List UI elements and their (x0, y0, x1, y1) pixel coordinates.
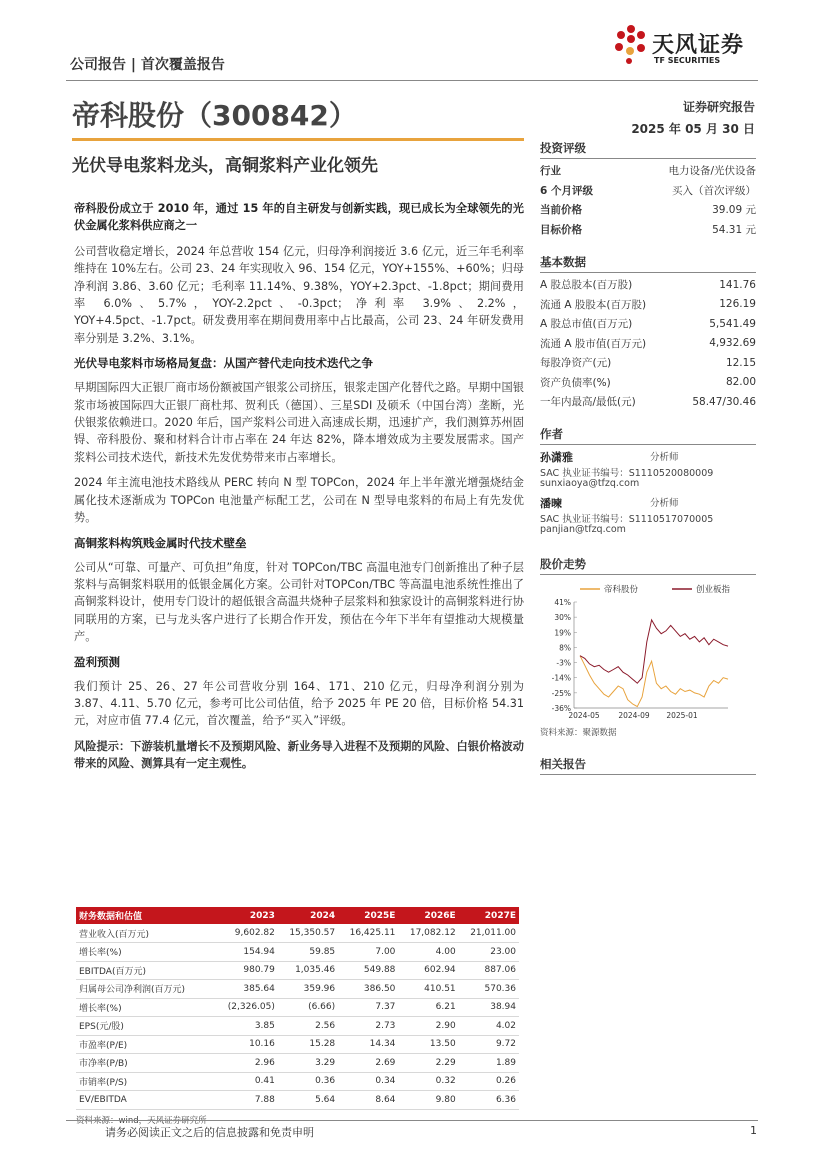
row-label: EV/EBITDA (76, 1091, 216, 1110)
section-heading: 光伏导电浆料市场格局复盘：从国产替代走向技术迭代之争 (74, 356, 373, 371)
table-cell: 59.85 (278, 943, 338, 962)
table-cell: (2,326.05) (216, 998, 278, 1017)
financial-table-wrap (76, 907, 519, 1126)
table-cell: 887.06 (459, 961, 519, 980)
header-divider (66, 80, 758, 81)
table-cell: 0.36 (278, 1072, 338, 1091)
table-cell: 3.29 (278, 1054, 338, 1073)
table-cell: 7.37 (338, 998, 398, 1017)
legend-label: 创业板指 (696, 585, 731, 595)
authors-heading: 作者 (540, 426, 756, 445)
rating-panel (540, 140, 756, 239)
related-heading: 相关报告 (540, 756, 756, 775)
author-cert: SAC 执业证书编号：S1110517070005 (540, 514, 714, 525)
table-cell: 4.00 (398, 943, 458, 962)
author-name: 孙潇雅 (540, 451, 573, 464)
footer-divider (66, 1120, 758, 1121)
price-chart-heading-wrap (540, 556, 756, 575)
chart-source: 资料来源：聚源数据 (540, 728, 617, 738)
basic-data-row: A 股总市值(百万元) 5,541.49 (540, 317, 756, 331)
table-cell: 154.94 (216, 943, 278, 962)
author-email[interactable]: sunxiaoya@tfzq.com (540, 478, 640, 489)
table-cell: 17,082.12 (398, 924, 458, 943)
table-row (76, 998, 519, 1017)
y-tick-label: 30% (554, 613, 571, 623)
table-cell: 410.51 (398, 980, 458, 999)
report-date: 2025 年 05 月 30 日 (631, 122, 755, 136)
table-cell: 2.90 (398, 1017, 458, 1036)
basic-data-heading: 基本数据 (540, 254, 756, 273)
footer-disclaimer: 请务必阅读正文之后的信息披露和免责申明 (105, 1126, 314, 1139)
basic-data-row: 一年内最高/最低(元) 58.47/30.46 (540, 395, 756, 409)
author-entry (540, 495, 756, 537)
table-cell: 7.88 (216, 1091, 278, 1110)
price-chart-svg (540, 580, 756, 720)
table-row (76, 1054, 519, 1073)
rating-heading: 投资评级 (540, 140, 756, 159)
table-cell: 15,350.57 (278, 924, 338, 943)
report-type: 证券研究报告 (682, 100, 755, 114)
basic-data-row: 流通 A 股市值(百万元) 4,932.69 (540, 337, 756, 350)
x-tick-label: 2024-09 (618, 711, 650, 720)
table-cell: 9.80 (398, 1091, 458, 1110)
table-cell: 3.85 (216, 1017, 278, 1036)
table-cell: 5.64 (278, 1091, 338, 1110)
table-cell: 6.36 (459, 1091, 519, 1110)
financial-table (76, 907, 519, 1110)
author-email[interactable]: panjian@tfzq.com (540, 524, 626, 535)
x-tick-label: 2025-01 (666, 711, 698, 720)
series-line-stock (580, 656, 728, 707)
logo-name: 天风证券 (652, 33, 745, 58)
table-cell: 8.64 (338, 1091, 398, 1110)
table-row (76, 1091, 519, 1110)
lead-paragraph: 帝科股份成立于 2010 年，通过 15 年的自主研发与创新实践，现已成长为全球领先的光伏金属化浆料供应商之一 (74, 202, 524, 233)
y-tick-label: -25% (551, 688, 571, 698)
table-cell: 7.00 (338, 943, 398, 962)
x-tick-label: 2024-05 (568, 711, 600, 720)
table-cell: 980.79 (216, 961, 278, 980)
basic-data-row: A 股总股本(百万股) 141.76 (540, 278, 756, 292)
rating-row: 行业 电力设备/光伏设备 (540, 165, 756, 178)
title-accent-bar (72, 138, 524, 141)
table-header-cell: 2023 (216, 907, 278, 924)
table-cell: 549.88 (338, 961, 398, 980)
row-label: 归属母公司净利润(百万元) (76, 980, 216, 999)
legend-label: 帝科股份 (604, 585, 639, 595)
price-chart-heading: 股价走势 (540, 556, 756, 575)
table-header-row (76, 907, 519, 924)
table-cell: 9.72 (459, 1035, 519, 1054)
company-title: 帝科股份（300842） (72, 99, 357, 132)
table-cell: 4.02 (459, 1017, 519, 1036)
table-cell: 1,035.46 (278, 961, 338, 980)
table-cell: 23.00 (459, 943, 519, 962)
body-paragraph: 我们预计 25、26、27 年公司营收分别 164、171、210 亿元，归母净利润分别为 3.87、4.11、5.70 亿元，参考可比公司估值，给予 2025 年 PE 20 倍，目标价格 54.31 元，对应市值 77.4 亿元，首次覆盖，给予“买入”评级。 (74, 679, 524, 728)
table-cell: 0.41 (216, 1072, 278, 1091)
rating-row: 目标价格 54.31 元 (540, 223, 756, 236)
table-header-cell: 2025E (338, 907, 398, 924)
row-label: 市盈率(P/E) (76, 1035, 216, 1054)
author-name: 潘暕 (540, 497, 562, 510)
table-cell: 16,425.11 (338, 924, 398, 943)
table-cell: 2.29 (398, 1054, 458, 1073)
authors-panel (540, 426, 756, 537)
logo-mark-icon (613, 24, 649, 64)
table-row (76, 1017, 519, 1036)
basic-data-panel (540, 254, 756, 412)
section-heading: 盈利预测 (74, 654, 120, 669)
table-row (76, 961, 519, 980)
table-cell: 6.21 (398, 998, 458, 1017)
page-number: 1 (750, 1124, 757, 1137)
main-headline: 光伏导电浆料龙头，高铜浆料产业化领先 (72, 156, 378, 176)
price-chart (540, 580, 756, 720)
table-cell: 1.89 (459, 1054, 519, 1073)
table-header-cell: 财务数据和估值 (76, 907, 216, 924)
table-header-cell: 2026E (398, 907, 458, 924)
table-cell: 359.96 (278, 980, 338, 999)
section-heading: 高铜浆料构筑贱金属时代技术壁垒 (74, 535, 247, 550)
rating-row: 当前价格 39.09 元 (540, 204, 756, 217)
table-cell: 10.16 (216, 1035, 278, 1054)
y-tick-label: 19% (554, 628, 571, 638)
table-cell: 0.34 (338, 1072, 398, 1091)
logo-subtitle: TF SECURITIES (654, 56, 721, 65)
table-cell: 385.64 (216, 980, 278, 999)
y-tick-label: -3% (556, 658, 571, 668)
table-cell: 570.36 (459, 980, 519, 999)
table-row (76, 1035, 519, 1054)
y-tick-label: 41% (554, 598, 571, 607)
risk-warning: 风险提示：下游装机量增长不及预期风险、新业务导入进程不及预期的风险、白银价格波动带来的风险、测算具有一定主观性。 (74, 739, 524, 771)
author-role: 分析师 (650, 498, 679, 509)
table-cell: (6.66) (278, 998, 338, 1017)
basic-data-row: 资产负债率(%) 82.00 (540, 376, 756, 389)
table-row (76, 924, 519, 943)
table-row (76, 1072, 519, 1091)
basic-data-row: 每股净资产(元) 12.15 (540, 356, 756, 370)
related-panel (540, 756, 756, 775)
table-cell: 13.50 (398, 1035, 458, 1054)
table-cell: 2.69 (338, 1054, 398, 1073)
row-label: 增长率(%) (76, 998, 216, 1017)
table-cell: 386.50 (338, 980, 398, 999)
body-paragraph: 公司从“可靠、可量产、可负担”角度，针对 TOPCon/TBC 高温电池专门创新推出了种子层浆料与高铜浆料联用的低银金属化方案。公司针对TOPCon/TBC 等高温电池系统性推出了高铜浆料设计，使用专门设计的超低银含高温共烧种子层浆料和独家设计的高铜浆料进行协同联用的方案，已与龙头客户进行了长期合作开发，预估在今年下半年有望推动大规模量产。 (74, 560, 524, 644)
table-cell: 2.56 (278, 1017, 338, 1036)
y-tick-label: 8% (559, 643, 571, 653)
row-label: 营业收入(百万元) (76, 924, 216, 943)
body-paragraph: 早期国际四大正银厂商市场份额被国产银浆公司挤压，银浆走国产化替代之路。早期中国银浆市场被国际四大正银厂商杜邦、贺利氏（德国）、三星SDI 及硕禾（中国台湾）垄断，光伏银浆依赖进口。2020 年后，国产浆料公司进入高速成长期，迅速扩产，我们测算苏州固锝、帝科股份、聚和材料合计市占率在 24 年达 82%，降本增效成为主要发展需求。国产浆料公司技术迭代，新技术先发优势带来市占率增长。 (74, 381, 524, 464)
basic-data-row: 流通 A 股股本(百万股) 126.19 (540, 298, 756, 311)
table-row (76, 943, 519, 962)
body-paragraph: 2024 年主流电池技术路线从 PERC 转向 N 型 TOPCon，2024 年上半年激光增强烧结金属化技术逐渐成为 TOPCon 电池量产标配工艺，公司在 N 型导电浆料的布局上有先发优势。 (74, 476, 524, 525)
author-entry (540, 449, 756, 491)
table-cell: 38.94 (459, 998, 519, 1017)
table-cell: 9,602.82 (216, 924, 278, 943)
table-header-cell: 2027E (459, 907, 519, 924)
table-cell: 2.96 (216, 1054, 278, 1073)
body-paragraph: 公司营收稳定增长，2024 年总营收 154 亿元，归母净利润接近 3.6 亿元，近三年毛利率维持在 10%左右。公司 23、24 年实现收入 96、154 亿元，YOY+155%、+60%；归母净利润 3.86、3.60 亿元；毛利率 11.14%、9.38%，YOY+2.3pct、-1.8pct；期间费用率 6.0%、5.7%，YOY-2.2pct、-0.3pct；净利率 3.9%、2.2%，YOY+4.5pct、-1.7pct。研发费用率在期间费用率中占比最高，公司 23、24 年研发费用率分别是 3.2%、3.1%。 (74, 244, 524, 345)
table-cell: 0.26 (459, 1072, 519, 1091)
y-tick-label: -36% (551, 704, 571, 713)
table-row (76, 980, 519, 999)
author-role: 分析师 (650, 452, 679, 463)
rating-row: 6 个月评级 买入（首次评级） (540, 184, 756, 197)
table-header-cell: 2024 (278, 907, 338, 924)
table-cell: 602.94 (398, 961, 458, 980)
table-cell: 0.32 (398, 1072, 458, 1091)
row-label: 市销率(P/S) (76, 1072, 216, 1091)
row-label: EPS(元/股) (76, 1017, 216, 1036)
row-label: EBITDA(百万元) (76, 961, 216, 980)
report-category: 公司报告 | 首次覆盖报告 (70, 57, 225, 73)
y-tick-label: -14% (551, 673, 571, 683)
table-cell: 15.28 (278, 1035, 338, 1054)
table-cell: 14.34 (338, 1035, 398, 1054)
table-cell: 2.73 (338, 1017, 398, 1036)
author-cert: SAC 执业证书编号：S1110520080009 (540, 468, 714, 479)
row-label: 增长率(%) (76, 943, 216, 962)
row-label: 市净率(P/B) (76, 1054, 216, 1073)
table-cell: 21,011.00 (459, 924, 519, 943)
report-body (74, 200, 524, 781)
